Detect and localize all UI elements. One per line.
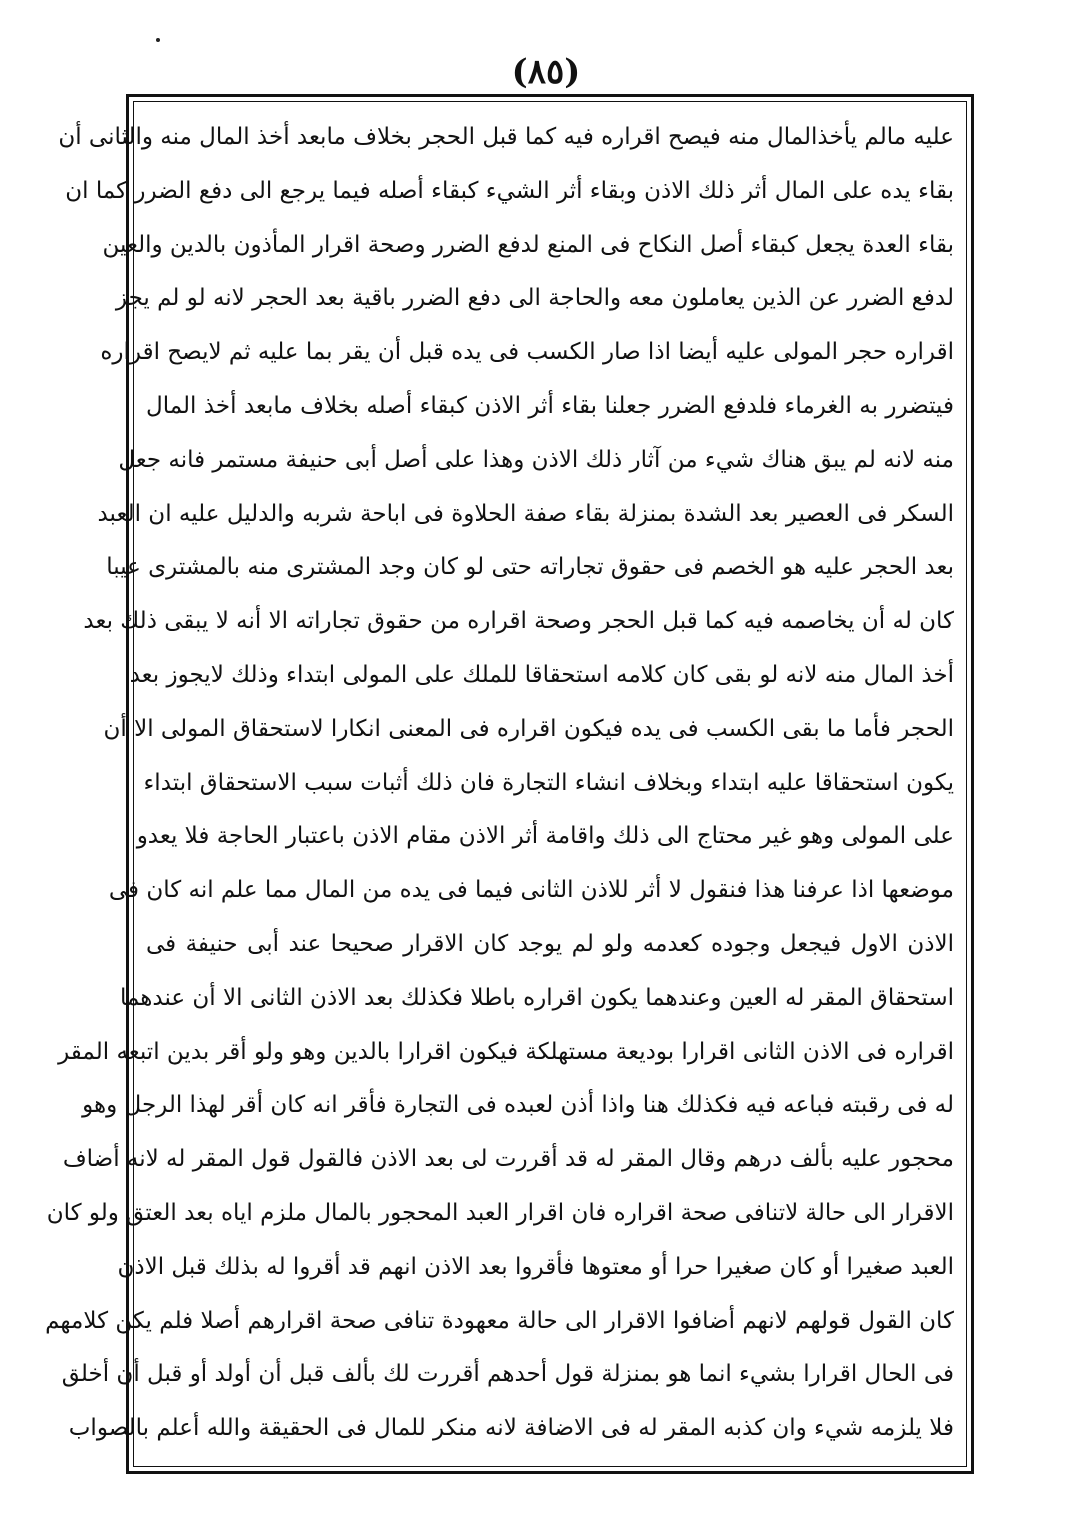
text-line: فلا يلزمه شيء وان كذبه المقر له فى الاضافة لانه منكر للمال فى الحقيقة والله أعلم بالصواب — [68, 1415, 954, 1442]
text-line: الحجر فأما ما بقى الكسب فى يده فيكون اقراره فى المعنى انكارا لاستحقاق المولى الا أن — [103, 715, 954, 742]
text-line: منه لانه لم يبق هناك شيء من آثار ذلك الاذن وهذا على أصل أبى حنيفة مستمر فانه جعل — [118, 446, 954, 473]
text-line: اقراره حجر المولى عليه أيضا اذا صار الكسب فى يده قبل أن يقر بما عليه ثم لايصح اقراره — [100, 339, 954, 366]
text-line: استحقاق المقر له العين وعندهما يكون اقراره باطلا فكذلك بعد الاذن الثانى الا أن عندهما — [119, 984, 954, 1011]
text-line: بقاء العدة يجعل كبقاء أصل النكاح فى المنع لدفع الضرر وصحة اقرار المأذون بالدين والعين — [102, 231, 954, 258]
text-line: لدفع الضرر عن الذين يعاملون معه والحاجة الى دفع الضرر باقية بعد الحجر لانه لو لم يجز — [115, 285, 954, 312]
ink-speck — [156, 38, 160, 42]
page-number: (٨٥) — [511, 52, 581, 92]
text-line: على المولى وهو غير محتاج الى ذلك واقامة أثر الاذن مقام الاذن باعتبار الحاجة فلا يعدو — [136, 823, 954, 850]
text-line: أخذ المال منه لانه لو بقى كان كلامه استحقاقا للملك على المولى ابتداء وذلك لايجوز بعد — [129, 661, 954, 688]
text-line: الاقرار الى حالة لاتنافى صحة اقراره فان اقرار العبد المحجور بالمال ملزم اياه بعد العتق ولو كان — [46, 1199, 954, 1226]
text-line: الاذن الاول فيجعل وجوده كعدمه ولو لم يوجد كان الاقرار صحيحا عند أبى حنيفة فى — [146, 930, 954, 957]
text-line: بعد الحجر عليه هو الخصم فى حقوق تجاراته حتى لو كان وجد المشترى منه بالمشترى عيبا — [106, 554, 954, 581]
text-line: السكر فى العصير بعد الشدة بمنزلة بقاء صفة الحلاوة فى اباحة شربه والدليل عليه ان العبد — [97, 500, 954, 527]
text-line: فيتضرر به الغرماء فلدفع الضرر جعلنا بقاء أثر الاذن كبقاء أصله بخلاف مابعد أخذ المال — [146, 392, 954, 419]
text-line: يكون استحقاقا عليه ابتداء وبخلاف انشاء التجارة فان ذلك أثبات سبب الاستحقاق ابتداء — [143, 769, 954, 796]
text-line: بقاء يده على المال أثر ذلك الاذن وبقاء أثر الشيء كبقاء أصله فيما يرجع الى دفع الضرر كما ان — [65, 177, 954, 204]
text-line: عليه مالم يأخذالمال منه فيصح اقراره فيه كما قبل الحجر بخلاف مابعد أخذ المال منه والثانى أن — [58, 124, 954, 150]
text-line: العبد صغيرا أو كان صغيرا حرا أو معتوها فأقروا بعد الاذن انهم قد أقروا له بذلك قبل الاذن — [117, 1253, 954, 1280]
text-line: فى الحال اقرارا بشيء انما هو بمنزلة قول أحدهم أقررت لك بألف قبل أن أولد أو قبل أن أخلق — [61, 1361, 954, 1388]
text-line: موضعها اذا عرفنا هذا فنقول لا أثر للاذن الثانى فيما فى يده من المال مما علم انه كان فى — [108, 877, 954, 904]
text-line: اقراره فى الاذن الثانى اقرارا بوديعة مستهلكة فيكون اقرارا بالدين وهو ولو أقر بدين اتبعه المقر — [58, 1038, 954, 1065]
text-line: محجور عليه بألف درهم وقال المقر له قد أقررت لى بعد الاذن فالقول قول المقر له لانه أضاف — [62, 1146, 954, 1173]
text-line: له فى رقبته فباعه فيه فكذلك هنا واذا أذن لعبده فى التجارة فأقر انه كان أقر لهذا الرجل وهو — [82, 1092, 954, 1119]
text-line: كان القول قولهم لانهم أضافوا الاقرار الى حالة معهودة تنافى صحة اقرارهم أصلا فلم يكن كلامهم — [45, 1307, 954, 1334]
text-line: كان له أن يخاصمه فيه كما قبل الحجر وصحة اقراره من حقوق تجاراته الا أنه لا يبقى ذلك بعد — [83, 608, 954, 635]
body-text — [45, 111, 954, 1461]
